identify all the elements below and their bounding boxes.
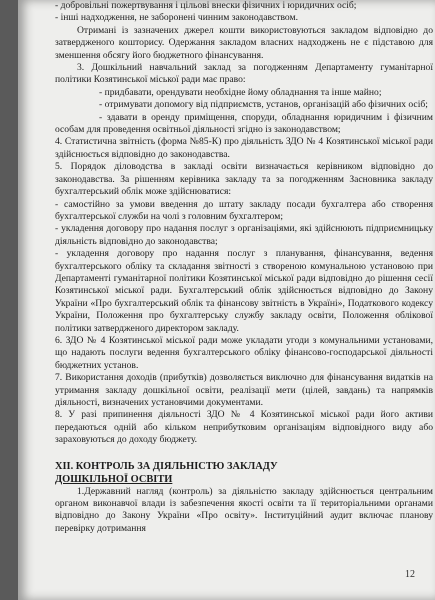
section-title: XII. КОНТРОЛЬ ЗА ДІЯЛЬНІСТЮ ЗАКЛАДУ <box>55 460 278 472</box>
paragraph: - самостійно за умови введення до штату закладу посади бухгалтера або створення бухгалтерської служби на чолі з головним бухгалтером; <box>55 198 433 222</box>
section-subtitle: ДОШКІЛЬНОЇ ОСВІТИ <box>55 473 173 485</box>
paragraph: 6. ЗДО № 4 Козятинської міської ради може укладати угоди з комунальними установами, що надають послуги ведення бухгалтерського обліку фінансово-господарської діяльності бюджетних установ. <box>55 334 433 371</box>
page-number: 12 <box>405 569 415 580</box>
paragraph: 5. Порядок діловодства в закладі освіти визначається керівником відповідно до законодавства. За рішенням керівника закладу та за погодженням Засновника закладу бухгалтерський облік може здійснюватися: <box>55 161 433 198</box>
document-body <box>55 0 433 535</box>
spacer <box>55 447 433 460</box>
paragraph: 3. Дошкільний навчальний заклад за погодженням Департаменту гуманітарної політики Козятинської міської ради має право: <box>55 62 433 86</box>
paragraph: - отримувати допомогу від підприємств, установ, організацій або фізичних осіб; <box>99 99 428 111</box>
paragraph: - інші надходження, не заборонені чинним законодавством. <box>55 12 299 24</box>
paragraph: - добровільні пожертвування і цільові внески фізичних і юридичних осіб; <box>55 0 357 11</box>
paragraph: - здавати в оренду приміщення, споруди, обладнання юридичним і фізичним особам для проведення освітньої діяльності згідно із законодавством; <box>55 111 433 136</box>
paragraph: 4. Статистична звітність (форма №85-К) про діяльність ЗДО № 4 Козятинської міської ради здійснюється відповідно до законодавства. <box>55 136 433 160</box>
paragraph: 1.Державний нагляд (контроль) за діяльністю закладу здійснюється центральним органом виконавчої влади із забезпечення якості освіти та її територіальними органами відповідно до Закону України «Про освіту». Інституційний аудит включає планову перевірку дотримання <box>55 485 433 534</box>
paragraph: 8. У разі припинення діяльності ЗДО № 4 Козятинської міської ради його активи передаються одній або кільком неприбутковим організаціям відповідного виду або зараховуються до доходу бюджету. <box>55 409 433 446</box>
paragraph: - придбавати, орендувати необхідне йому обладнання та інше майно; <box>99 86 382 98</box>
paragraph: - укладення договору про надання послуг з організаціями, які здійснюють підприємницьку діяльність відповідно до законодавства; <box>55 223 433 247</box>
document-page <box>18 0 435 600</box>
paragraph: - укладення договору про надання послуг з планування, фінансування, ведення бухгалтерського обліку та складання звітності з створеною комунальною установою при Департаменті гуманітарної політики Козятинської міської ради відповідно до рішення сесії Козятинської міської ради. Бухгалтерський облік здійснюється відповідно до Закону України «Про бухгалтерський облік та фінансову звітність в Україні», Податкового кодексу України, Положення про бухгалтерську службу закладу освіти, Положення облікової політики затвердженого директором закладу. <box>55 248 433 334</box>
paragraph: Отримані із зазначених джерел кошти використовуються закладом відповідно до затвердженого кошторису. Одержання закладом власних надходжень не є підставою для зменшення обсягу його бюджетного фінансування. <box>55 24 433 61</box>
paragraph: 7. Використання доходів (прибутків) дозволяється виключно для фінансування видатків на утримання закладу дошкільної освіти, реалізації мети (цілей, завдань) та напрямків діяльності, визначених установчими документами. <box>55 372 433 408</box>
